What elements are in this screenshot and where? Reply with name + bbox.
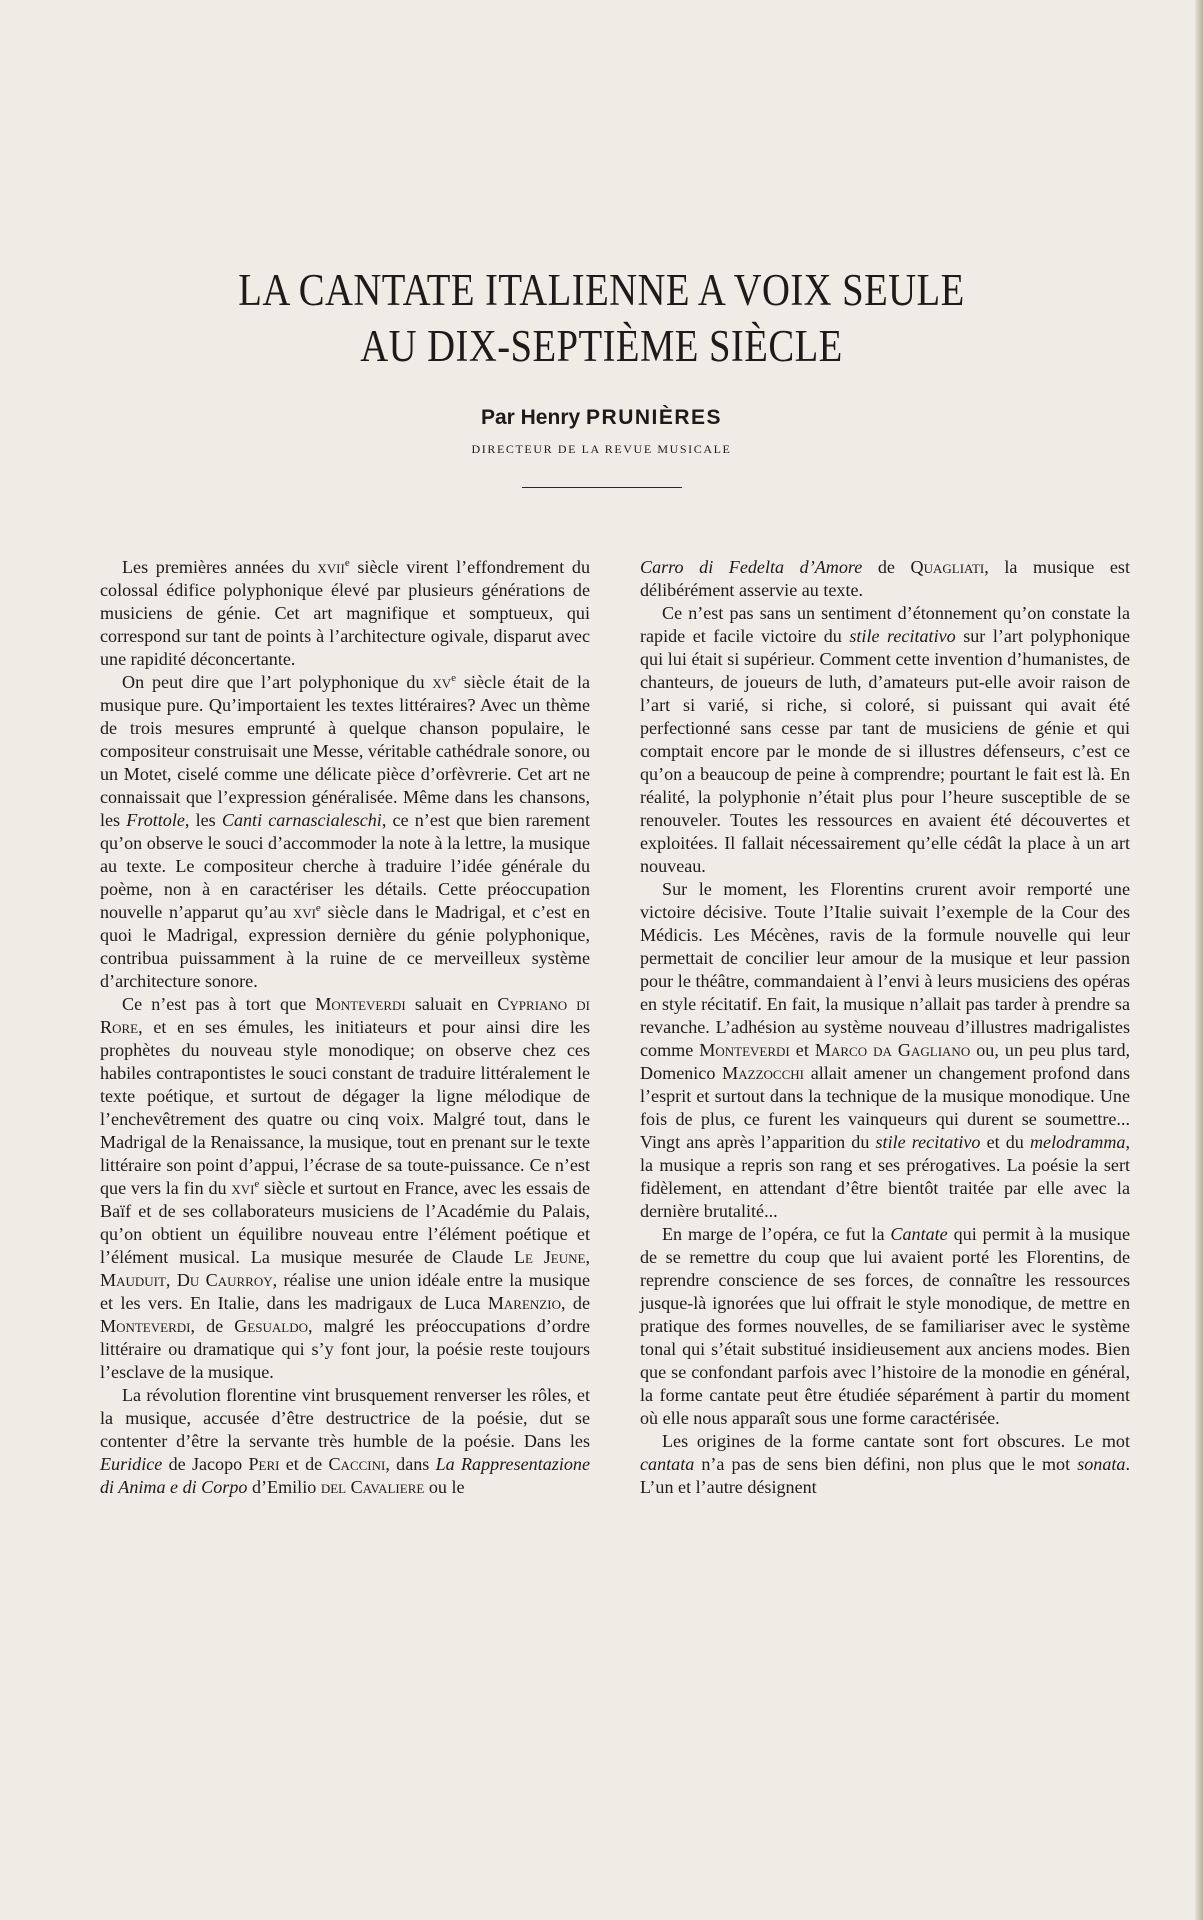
- text-run: Caccini: [328, 1454, 386, 1474]
- text-run: , ce n’est que bien rarement qu’on observe le souci d’accommoder la note à la lettre, la musique au texte. Le compositeur cherche à traduire l’idée générale du poème, non à en caractériser les détails. Cette préoccupation nouvelle n’apparut qu’au: [100, 810, 591, 922]
- article-body: [100, 556, 1130, 1499]
- text-run: Ce n’est pas à tort que: [122, 994, 316, 1014]
- text-run: Ce n’est pas sans un sentiment d’étonnement qu’on constate la rapide et facile victoire du: [640, 603, 1130, 646]
- article-header: [0, 262, 1203, 488]
- text-run: siècle virent l’effondrement du colossal édifice polyphonique élevé par plusieurs générations de musiciens de génie. Cet art magnifique et somptueux, qui correspond sur tant de points à l’architecture ogivale, disparut avec une rapidité déconcertante.: [100, 557, 590, 669]
- text-run: Euridice: [100, 1454, 163, 1474]
- text-run: ou, un peu plus tard, Domenico: [640, 1040, 1131, 1083]
- paragraph: [100, 993, 590, 1384]
- text-run: siècle était de la musique pure. Qu’importaient les textes littéraires? Avec un thème de trois mesures emprunté à quelque chanson populaire, le compositeur construisait une Messe, véritable cathédrale sonore, ou un Motet, ciselé comme une délicate pièce d’orfèvrerie. Cet art ne connaissait que l’expression généralisée. Même dans les chansons, les: [100, 672, 591, 830]
- left-column: [100, 556, 590, 1499]
- text-run: e: [451, 671, 457, 684]
- text-run: Canti carnascialeschi: [221, 810, 382, 830]
- paragraph: [640, 602, 1130, 878]
- text-run: del Cavaliere: [320, 1477, 425, 1497]
- byline-prefix: Par Henry: [480, 406, 587, 429]
- text-run: Les premières années du: [122, 557, 318, 577]
- text-run: xvii: [317, 557, 345, 577]
- text-run: xvi: [292, 902, 316, 922]
- text-run: , malgré les préoccupations d’ordre littéraire ou dramatique qui s’y font jour, la poésie reste toujours l’esclave de la musique.: [100, 1316, 590, 1382]
- text-run: ,: [165, 1270, 177, 1290]
- text-run: stile recitativo: [849, 626, 956, 646]
- paragraph: [640, 1430, 1130, 1499]
- text-run: Le Jeune: [513, 1247, 586, 1267]
- text-run: Du Caurroy: [176, 1270, 273, 1290]
- text-run: , et en ses émules, les initiateurs et pour ainsi dire les prophètes du nouveau style monodique; on observe chez ces habiles contrapontistes le souci constant de traduire littéralement le texte poétique, et surtout de dégager la ligne mélodique de l’enchevêtrement des quatre ou cinq voix. Malgré tout, dans le Madrigal de la Renaissance, la musique, tout en prenant sur le texte littéraire son point d’appui, l’écrase de sa toute-puissance. Ce n’est que vers la fin du: [100, 1017, 590, 1198]
- text-run: sonata: [1077, 1454, 1126, 1474]
- text-run: Peri: [248, 1454, 280, 1474]
- text-run: et: [789, 1040, 815, 1060]
- text-run: Mauduit: [100, 1270, 166, 1290]
- text-run: siècle et surtout en France, avec les essais de Baïf et de ses collaborateurs musiciens de l’Académie du Palais, qu’on obtient un équilibre nouveau entre l’élément poétique et l’élément musical. La musique mesurée de Claude: [100, 1178, 590, 1267]
- text-run: Marenzio: [487, 1293, 561, 1313]
- text-run: En marge de l’opéra, ce fut la: [662, 1224, 891, 1244]
- text-run: Marco da Gagliano: [814, 1040, 971, 1060]
- text-run: qui permit à la musique de se remettre du coup que lui avaient porté les Florentins, de reprendre conscience de ses forces, de connaître les ressources jusque-là ignorées que lui offrait le style monodique, de mettre en pratique des formes nouvelles, de se familiariser avec le système tonal qui s’était substitué insidieusement aux anciens modes. Bien que se confondant parfois avec l’histoire de la monodie en général, la forme cantate peut être étudiée séparément à partir du moment où elle nous apparaît sous une forme caractérisée.: [640, 1224, 1131, 1428]
- text-run: , de: [190, 1316, 235, 1336]
- text-run: Quagliati: [910, 557, 985, 577]
- text-run: sur l’art polyphonique qui lui était si supérieur. Comment cette invention d’humanistes, de chanteurs, de joueurs de luth, d’amateurs put-elle avoir raison de l’art si varié, si riche, si coloré, si puissant qui avait été perfectionné sans cesse par tant de musiciens de génie et qui comptait encore par le monde de si illustres défenseurs, c’est ce qu’on a beaucoup de peine à comprendre; pourtant le fait est là. En réalité, la polyphonie n’était plus pour l’heure susceptible de se renouveler. Toutes les ressources en avaient été découvertes et exploitées. Il fallait nécessairement qu’elle cédât la place à un art nouveau.: [640, 626, 1130, 876]
- right-column: [640, 556, 1130, 1499]
- text-run: xv: [432, 672, 452, 692]
- text-run: Monteverdi: [315, 994, 406, 1014]
- text-run: saluait en: [405, 994, 498, 1014]
- paragraph: [100, 1384, 590, 1499]
- text-run: , les: [184, 810, 222, 830]
- text-run: stile recitativo: [875, 1132, 981, 1152]
- text-run: . L’un et l’autre désignent: [640, 1454, 1130, 1497]
- text-run: Monteverdi: [100, 1316, 191, 1336]
- text-run: e: [344, 556, 350, 569]
- text-run: et du: [980, 1132, 1030, 1152]
- paragraph: [100, 671, 590, 993]
- text-run: Monteverdi: [699, 1040, 790, 1060]
- text-run: melodramma: [1029, 1132, 1126, 1152]
- text-run: Cantate: [890, 1224, 948, 1244]
- text-run: de Jacopo: [162, 1454, 249, 1474]
- byline: [0, 406, 1203, 430]
- text-run: , dans: [385, 1454, 436, 1474]
- text-run: d’Emilio: [247, 1477, 321, 1497]
- text-run: Gesualdo: [234, 1316, 308, 1336]
- text-run: Carro di Fedelta d’Amore: [640, 557, 863, 577]
- article-title-line-1: LA CANTATE ITALIENNE A VOIX SEULE: [238, 265, 965, 315]
- paragraph: [640, 878, 1130, 1223]
- text-run: ,: [585, 1247, 590, 1267]
- text-run: Les origines de la forme cantate sont fort obscures. Le mot: [662, 1431, 1130, 1451]
- text-run: de: [862, 557, 911, 577]
- text-run: Mazzocchi: [722, 1063, 804, 1083]
- text-run: Sur le moment, les Florentins crurent avoir remporté une victoire décisive. Toute l’Italie suivait l’exemple de la Cour des Médicis. Les Mécènes, ravis de la formule nouvelle qui leur permettait de concilier leur amour de la musique et leur passion pour le théâtre, commandaient à l’envi à leurs musiciens des opéras en style récitatif. En fait, la musique n’allait pas tarder à prendre sa revanche. L’adhésion au système nouveau d’illustres madrigalistes comme: [640, 879, 1130, 1060]
- text-run: Cypriano di Rore: [100, 994, 591, 1037]
- text-run: e: [315, 901, 321, 914]
- paragraph: [100, 556, 590, 671]
- author-name: PRUNIÈRES: [586, 406, 723, 429]
- text-run: n’a pas de sens bien défini, non plus que le mot: [694, 1454, 1078, 1474]
- paragraph: [640, 556, 1130, 602]
- article-title-line-2: AU DIX-SEPTIÈME SIÈCLE: [360, 321, 843, 371]
- text-run: e: [254, 1177, 260, 1190]
- title-rule: [522, 487, 682, 488]
- paragraph: [640, 1223, 1130, 1430]
- text-run: , la musique est délibérément asservie au texte.: [640, 557, 1131, 600]
- text-run: , réalise une union idéale entre la musique et les vers. En Italie, dans les madrigaux de Luca: [100, 1270, 591, 1313]
- text-run: On peut dire que l’art polyphonique du: [122, 672, 433, 692]
- text-run: La Rappresentazione di Anima e di Corpo: [100, 1454, 590, 1497]
- text-run: allait amener un changement profond dans l’esprit et surtout dans la technique de la musique monodique. Une fois de plus, ce furent les vainqueurs qui durent se soumettre... Vingt ans après l’apparition du: [640, 1063, 1130, 1152]
- text-run: , de: [560, 1293, 591, 1313]
- text-run: Frottole: [126, 810, 185, 830]
- text-run: La révolution florentine vint brusquement renverser les rôles, et la musique, accusée d’être destructrice de la poésie, dut se contenter d’être la servante très humble de la poésie. Dans les: [100, 1385, 590, 1451]
- text-run: et de: [279, 1454, 329, 1474]
- text-run: xvi: [231, 1178, 255, 1198]
- text-run: , la musique a repris son rang et ses prérogatives. La poésie la sert fidèlement, en attendant d’être bientôt traitée par elle avec la dernière brutalité...: [640, 1132, 1130, 1221]
- author-affiliation: DIRECTEUR DE LA REVUE MUSICALE: [471, 442, 732, 456]
- text-run: ou le: [424, 1477, 465, 1497]
- text-run: siècle dans le Madrigal, et c’est en quoi le Madrigal, expression dernière du génie polyphonique, contribua puissamment à la ruine de ce merveilleux système d’architecture sonore.: [100, 902, 590, 991]
- text-run: cantata: [640, 1454, 695, 1474]
